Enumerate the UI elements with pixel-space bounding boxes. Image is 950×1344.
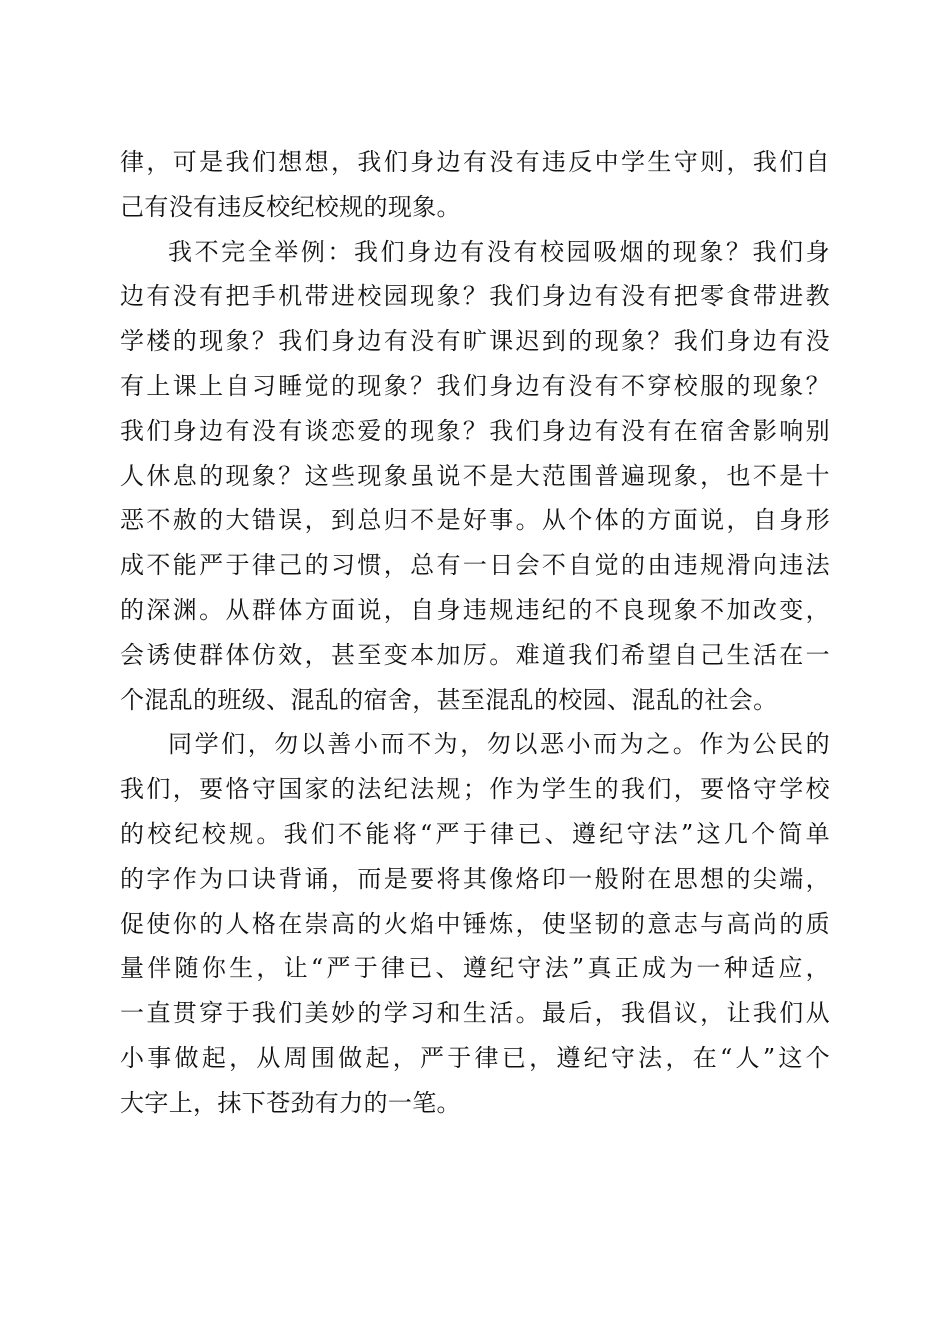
text-line: 恶不赦的大错误，到总归不是好事。从个体的方面说，自身形 bbox=[120, 506, 830, 535]
text-line: 促使你的人格在崇高的火焰中锤炼，使坚韧的意志与高尚的质 bbox=[120, 909, 830, 938]
text-line: 律，可是我们想想，我们身边有没有违反中学生守则，我们自 bbox=[120, 148, 830, 176]
text-line: 大字上，抹下苍劲有力的一笔。 bbox=[120, 1088, 461, 1117]
text-line: 小事做起，从周围做起，严于律已，遵纪守法，在“人”这个 bbox=[120, 1043, 830, 1072]
document-body bbox=[120, 140, 830, 1126]
text-line: 我们，要恪守国家的法纪法规；作为学生的我们，要恪守学校 bbox=[120, 775, 830, 804]
text-line: 的深渊。从群体方面说，自身违规违纪的不良现象不加改变， bbox=[120, 595, 830, 624]
text-line: 我们身边有没有谈恋爱的现象？我们身边有没有在宿舍影响别 bbox=[120, 416, 830, 445]
text-line: 个混乱的班级、混乱的宿舍，甚至混乱的校园、混乱的社会。 bbox=[120, 685, 778, 714]
text-line: 人休息的现象？这些现象虽说不是大范围普遍现象，也不是十 bbox=[120, 461, 830, 490]
text-line: 一直贯穿于我们美妙的学习和生活。最后，我倡议，让我们从 bbox=[120, 999, 830, 1028]
paragraph bbox=[120, 230, 830, 723]
text-line: 我不完全举例：我们身边有没有校园吸烟的现象？我们身 bbox=[168, 237, 830, 266]
text-line: 学楼的现象？我们身边有没有旷课迟到的现象？我们身边有没 bbox=[120, 327, 830, 356]
text-line: 量伴随你生，让“严于律已、遵纪守法”真正成为一种适应， bbox=[120, 954, 830, 983]
text-line: 的校纪校规。我们不能将“严于律已、遵纪守法”这几个简单 bbox=[120, 819, 830, 848]
text-line: 成不能严于律己的习惯，总有一日会不自觉的由违规滑向违法 bbox=[120, 551, 830, 580]
text-line: 会诱使群体仿效，甚至变本加厉。难道我们希望自己生活在一 bbox=[120, 640, 830, 669]
paragraph bbox=[120, 722, 830, 1125]
text-line: 的字作为口诀背诵，而是要将其像烙印一般附在思想的尖端， bbox=[120, 864, 830, 893]
text-line: 有上课上自习睡觉的现象？我们身边有没有不穿校服的现象？ bbox=[120, 371, 830, 400]
text-line: 同学们，勿以善小而不为，勿以恶小而为之。作为公民的 bbox=[168, 730, 830, 759]
text-line: 边有没有把手机带进校园现象？我们身边有没有把零食带进教 bbox=[120, 282, 830, 311]
paragraph bbox=[120, 140, 830, 230]
text-line: 己有没有违反校纪校规的现象。 bbox=[120, 192, 461, 221]
